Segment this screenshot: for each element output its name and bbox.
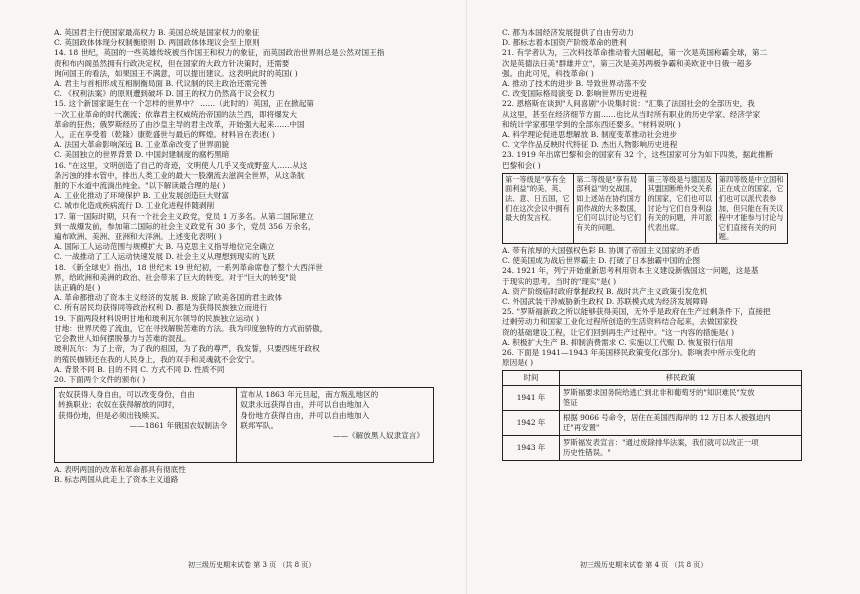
table-row: [503, 436, 802, 461]
text-line: 21. 有学者认为，三次科技革命推动着大国崛起，第一次是英国称霸全球，第二: [502, 48, 768, 58]
policy-text-line: 历史性错误。": [563, 448, 611, 458]
text-line: 15. 这个新国家诞生在一个怎样的世界中？ ……（此时的）英国，正在掀起第: [54, 99, 314, 109]
right-page: [502, 28, 860, 463]
text-line: 19. 下面两段材料说明甘地和玻利瓦尔领导的民族独立运动( ): [54, 313, 260, 323]
left-question-lines: [54, 28, 434, 385]
text-line: A. 法国大革命影响深远 B. 工业革命改变了世界面貌: [54, 140, 230, 150]
policy-text: [560, 411, 802, 436]
text-line: 26. 下面是 1941—1943 年美国移民政策变化(部分)。影响表中所示变化的: [502, 348, 756, 358]
text-line: A. 科学理论促进思想解放 B. 制度变革推动社会进步: [502, 130, 678, 140]
text-line: C. 所有居民均获得同等政治权利 D. 都是为获得民族独立而进行: [54, 303, 268, 313]
policy-text-line: 根据 9066 号命令，居住在美国西海岸的 12 万日本人被强迫内: [563, 413, 771, 423]
text-line: 强。由此可见，科技革命( ): [502, 68, 594, 78]
stage-3-cell: 第三等级是与德国及其盟国断绝外交关系的国家，它们也可以讨论与它们自身利益有关的问题，并可派代表出席。: [645, 173, 716, 243]
text-line: 条污浊的排水管中，排出人类工业的最大一股潮流去滋润全世界，从这条肮: [54, 170, 305, 180]
text-line: A. 国际工人运动范围与规模扩大 B. 马克思主义指导地位完全确立: [54, 242, 275, 252]
text-line: D. 都标志着本国资产阶级革命的胜利: [502, 38, 627, 48]
text-line: A. 带有浓厚的大国强权色彩 B. 协调了帝国主义国家的矛盾: [502, 246, 700, 255]
policy-text: [560, 386, 802, 411]
text-line: A. 推动了技术的进步 B. 导致世界动荡不安: [502, 79, 647, 89]
page-footer-3: 初三级历史期末试卷 第 3 页 （共 8 页）: [188, 561, 316, 569]
stage-2-cell: 第二等级是"享有局部利益"的交战国，如上述站在协约国方面作战的大多数国，它们可以讨论与它们有关的问题。: [574, 173, 645, 243]
text-line: 18. 《新全球史》指出，18 世纪末 19 世纪初，一系列革命席卷了整个大西洋世: [54, 262, 323, 272]
immigration-policy-table: [502, 370, 802, 461]
text-line: A. 英国君主行使国家最高权力 B. 美国总统是国家权力的象征: [54, 28, 260, 37]
text-line: 宣布从 1863 年元旦起，南方叛乱地区的: [240, 390, 379, 400]
stage-4-cell: 第四等级是中立国和正在成立的国家，它们也可以派代表参加，但只能在有关议程中才能参与讨论与它们直接有关的问题。: [716, 173, 787, 243]
policy-header-year: 时间: [503, 371, 560, 386]
text-line: A. 革命都推动了资本主义经济的发展 B. 废除了欧美各国的君主政体: [54, 293, 283, 303]
text-line: 资的基础建设工程，让它们回到再生产过程中。"这一内容的措施是( ): [502, 327, 735, 337]
text-line: 甘地：世界厌倦了流血，它在寻找解脱苦难的方法。我为印度独特的方式而骄傲，: [54, 323, 328, 333]
policy-text-line: 罗斯福要求国务院给逃亡到北非和葡萄牙的"知识难民"发放: [563, 388, 755, 398]
text-line: A. 资产阶级临时政府掌握政权 B. 战时共产主义政策引发危机: [502, 286, 708, 296]
text-line: C. 《权利法案》的原则遭到破坏 D. 国王的权力仍然高于议会权力: [54, 89, 275, 99]
page-fold: [466, 0, 467, 594]
text-line: A. 积极扩大生产 B. 抑制消费需求 C. 实施以工代赈 D. 恢复银行信用: [502, 337, 734, 347]
text-line: 获得份地，但是必须出钱赎买。: [58, 410, 165, 420]
policy-year: 1942 年: [503, 411, 560, 436]
text-line: C. 改变国际格局演变 D. 影响世界历史进程: [502, 89, 647, 99]
text-line: C. 城市化造成疾病流行 D. 工业化进程伴随剥削: [54, 201, 215, 211]
text-line: C. 都为本国经济发展提供了自由劳动力: [502, 28, 634, 37]
text-line: 询问国王的看法，如果国王不满意，可以提出建议。这表明此时的英国( ): [54, 68, 298, 78]
text-line: 一次工业革命的时代潮流；依靠君主权威统治帝国的法兰西，即将爆发大: [54, 109, 297, 119]
document-excerpt-box: [54, 387, 434, 463]
q20-options: [54, 465, 434, 485]
text-line: B. 标志两国从此走上了资本主义道路: [54, 475, 179, 485]
page-footer-4: 初三级历史期末试卷 第 4 页 （共 8 页）: [580, 561, 708, 569]
text-line: 23. 1919 年出席巴黎和会的国家有 32 个，这些国家可分为如下四类，据此推断: [502, 150, 773, 160]
serf-law-source: ——1861 年俄国农奴制法令: [129, 420, 228, 430]
text-line: C. 美国独立的世界背景 D. 中国封建制度的腐朽黑暗: [54, 150, 230, 160]
paris-conference-table: [502, 173, 788, 244]
text-line: C. 外国武装干涉威胁新生政权 D. 苏联模式成为经济发展障碍: [502, 297, 708, 307]
text-line: 和统计学家那里学到的全部东西还要多。"材料说明( ): [502, 119, 681, 129]
text-line: 于现实的思考。当时的"现实"是( ): [502, 276, 617, 286]
text-line: A. 君主与首相形成互相制衡局面 B. 代议制的民主政治还需完善: [54, 79, 267, 89]
text-line: A. 背景不同 B. 目的不同 C. 方式不同 D. 性质不同: [54, 364, 225, 374]
right-question-lines-2: [502, 246, 860, 368]
text-line: 25. "罗斯福新政之所以能够获得美国，无外乎是政府在生产过剩条件下，直接把: [502, 307, 771, 317]
text-line: 到一战爆发前，参加第二国际的社会主义政党有 30 多个，党员 356 万余名，: [54, 221, 316, 231]
text-line: 界，给欧洲和美洲的政治、社会带来了巨大的转变。对于"巨大的转变"说: [54, 272, 297, 282]
text-line: 遍布欧洲、美洲、亚洲和大洋洲。上述变化表明( ): [54, 232, 222, 242]
text-line: 16. "在这里，文明创造了自己的奇迹，文明使人几乎又变成野蛮人……从这: [54, 160, 308, 170]
text-line: C. 文学作品反映时代特征 D. 杰出人物影响历史进程: [502, 140, 678, 150]
text-line: 身份地方获得自由，并可以自由地加入: [240, 410, 370, 420]
text-line: 联邦军队。: [240, 420, 279, 430]
right-question-lines: [502, 28, 860, 171]
text-line: 次是英德法日美"群雄并立"，第三次是美苏两极争霸和美欧亚中日俄一超多: [502, 58, 752, 68]
text-line: A. 工业化推动了环境保护 B. 工业发展创造巨大财富: [54, 191, 230, 201]
policy-text: [560, 436, 802, 461]
text-line: 巴黎和会( ): [502, 160, 541, 170]
policy-text-line: 罗斯福发表宣言："通过废除排华法案，我们就可以改正一项: [563, 438, 759, 448]
text-line: A. 表明两国的改革和革命都具有彻底性: [54, 465, 186, 475]
text-line: 的殖民枷锁还在我的人民身上，我的双手和灵魂就不会安宁。: [54, 354, 260, 364]
text-line: 人，正在享受着（乾隆）康乾盛世与最后的辉煌。材料旨在表述( ): [54, 130, 275, 140]
table-row: [503, 386, 802, 411]
text-line: 24. 1921 年，列宁开始重新思考利用资本主义建设新俄国这一问题，这是基: [502, 266, 759, 276]
policy-year: 1941 年: [503, 386, 560, 411]
text-line: 法正确的是( ): [54, 283, 101, 293]
text-line: 原因是( ): [502, 358, 534, 368]
text-line: 14. 18 世纪，英国的一些英雄传统被当作国王和权力的象征，而英国政治世界则总是公然对国王指: [54, 48, 385, 58]
text-line: 从这里，甚至在经济细节方面……也比从当时所有职业的历史学家、经济学家: [502, 109, 761, 119]
text-line: C. 一战推动了工人运动快速发展 D. 社会主义从理想到现实的飞跃: [54, 252, 275, 262]
text-line: 17. 第一国际时期，只有一个社会主义政党，党员 1 万多名。从第二国际建立: [54, 211, 314, 221]
policy-text-line: 迁"再安置": [563, 423, 600, 433]
table-row: [503, 411, 802, 436]
text-line: 转换职业；农奴在获得解放的同时，: [58, 400, 180, 410]
text-line: 脏的下水道中流淌出纯金。"以下解读最合理的是( ): [54, 181, 226, 191]
emancipation-excerpt: [237, 388, 433, 462]
text-line: 22. 恩格斯在谈到"人间喜剧"小说集时说："汇集了法国社会的全部历史，我: [502, 99, 755, 109]
text-line: 农奴获得人身自由，可以改变身份，自由: [58, 390, 195, 400]
text-line: 责和布内阁虽然拥有行政决定权，但在国家的大政方针决策时，还需要: [54, 58, 290, 68]
left-page: [54, 28, 434, 486]
emancipation-source: ——《解放黑人奴隶宣言》: [332, 430, 424, 440]
text-line: C. 英国政体体现分权制衡原则 D. 两国政体体现议会至上原则: [54, 38, 260, 48]
text-line: 革命的狂热；俄罗斯经历了由沙皇主导的君主改革，开始强大起来……中国: [54, 119, 305, 129]
text-line: 玻利瓦尔：为了上帝，为了我的祖国，为了我的尊严，我发誓，只要西班牙政权: [54, 344, 320, 354]
policy-header-policy: 移民政策: [560, 371, 802, 386]
text-line: 它会教世人如何摆脱暴力与苦难的混乱。: [54, 334, 191, 344]
text-line: 过剩劳动力和国家工业化过程所创造的生活资料结合起来，去做国家投: [502, 317, 738, 327]
policy-text-line: 签证: [563, 398, 578, 408]
policy-year: 1943 年: [503, 436, 560, 461]
text-line: 20. 下面两个文件的颁布( ): [54, 374, 146, 384]
serf-law-excerpt: [55, 388, 237, 462]
text-line: C. 使美国成为战后世界霸主 D. 打破了日本独霸中国的企图: [502, 256, 701, 266]
text-line: 奴隶永远获得自由，并可以自由地加入: [240, 400, 370, 410]
stage-1-cell: 第一等级是"享有全面利益"的美、英、法、意、日五国，它们在这次会议中拥有最大的发言权。: [503, 173, 574, 243]
